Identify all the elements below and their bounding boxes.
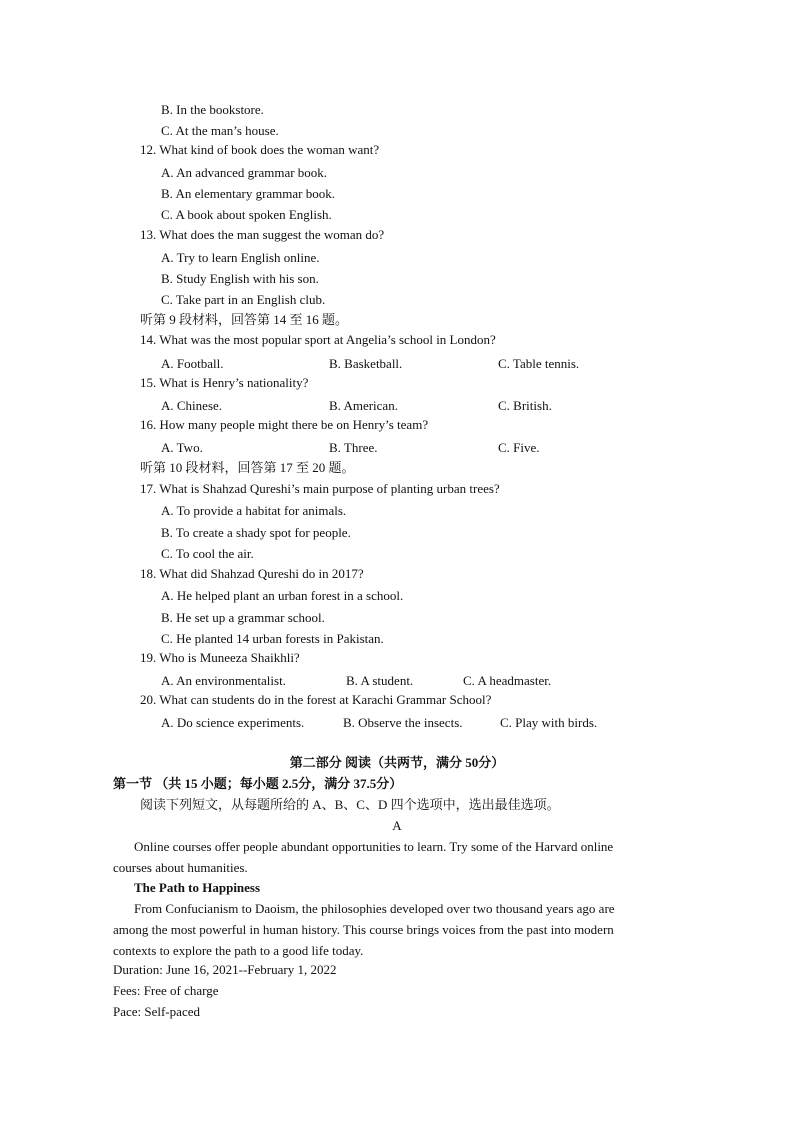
q20-option-c: C. Play with birds. [500,715,598,730]
passage-intro [113,836,681,878]
q13-option-c: C. Take part in an English club. [161,292,326,307]
q15-option-c: C. British. [498,398,552,413]
q19-option-a: A. An environmentalist. [161,673,286,688]
course-fees: Fees: Free of charge [113,983,219,998]
course-desc-line-1: From Confucianism to Daoism, the philosophies developed over two thousand years ago are [134,901,615,916]
q19-stem: 19. Who is Muneeza Shaikhli? [140,650,300,665]
q14-option-b: B. Basketball. [329,356,403,371]
q16-option-a: A. Two. [161,440,203,455]
q15-stem: 15. What is Henry’s nationality? [140,375,309,390]
passage-letter: A [392,818,402,833]
section1-title: 第一节 （共 15 小题；每小题 2.5分，满分 37.5分） [113,776,403,791]
q16-stem: 16. How many people might there be on Henry’s team? [140,417,429,432]
q18-option-a: A. He helped plant an urban forest in a school. [161,588,404,603]
course-title: The Path to Happiness [134,880,261,895]
course-description [113,898,681,961]
intro-line-1: Online courses offer people abundant opportunities to learn. Try some of the Harvard online [134,839,614,854]
q15-option-b: B. American. [329,398,398,413]
q16-option-c: C. Five. [498,440,540,455]
q12-stem: 12. What kind of book does the woman want? [140,142,380,157]
q13-option-a: A. Try to learn English online. [161,250,320,265]
q19-option-b: B. A student. [346,673,414,688]
q17-option-a: A. To provide a habitat for animals. [161,503,347,518]
q15-option-a: A. Chinese. [161,398,223,413]
q11-option-b: B. In the bookstore. [161,102,264,117]
q18-option-c: C. He planted 14 urban forests in Pakistan. [161,631,384,646]
instruction-section-9: 听第 9 段材料，回答第 14 至 16 题。 [140,312,349,327]
q12-option-c: C. A book about spoken English. [161,207,332,222]
course-duration: Duration: June 16, 2021--February 1, 2022 [113,962,337,977]
instruction-section-10: 听第 10 段材料，回答第 17 至 20 题。 [140,460,355,475]
q17-option-b: B. To create a shady spot for people. [161,525,351,540]
q12-option-b: B. An elementary grammar book. [161,186,336,201]
q11-option-c: C. At the man’s house. [161,123,279,138]
q14-stem: 14. What was the most popular sport at Angelia’s school in London? [140,332,496,347]
course-pace: Pace: Self-paced [113,1004,200,1019]
course-desc-line-3: contexts to explore the path to a good life today. [113,943,364,958]
q18-stem: 18. What did Shahzad Qureshi do in 2017? [140,566,364,581]
q13-stem: 13. What does the man suggest the woman do? [140,227,385,242]
q14-option-a: A. Football. [161,356,224,371]
q12-option-a: A. An advanced grammar book. [161,165,328,180]
part2-title: 第二部分 阅读（共两节，满分 50分） [289,755,505,770]
q16-option-b: B. Three. [329,440,378,455]
intro-line-2: courses about humanities. [113,860,248,875]
q14-option-c: C. Table tennis. [498,356,580,371]
q20-option-a: A. Do science experiments. [161,715,305,730]
q19-option-c: C. A headmaster. [463,673,552,688]
q20-option-b: B. Observe the insects. [343,715,463,730]
section1-instruction: 阅读下列短文，从每题所给的 A、B、C、D 四个选项中，选出最佳选项。 [140,797,560,812]
course-desc-line-2: among the most powerful in human history. This course brings voices from the past into modern [113,922,614,937]
q13-option-b: B. Study English with his son. [161,271,319,286]
q20-stem: 20. What can students do in the forest at Karachi Grammar School? [140,692,492,707]
q17-stem: 17. What is Shahzad Qureshi’s main purpose of planting urban trees? [140,481,500,496]
q18-option-b: B. He set up a grammar school. [161,610,325,625]
q17-option-c: C. To cool the air. [161,546,254,561]
